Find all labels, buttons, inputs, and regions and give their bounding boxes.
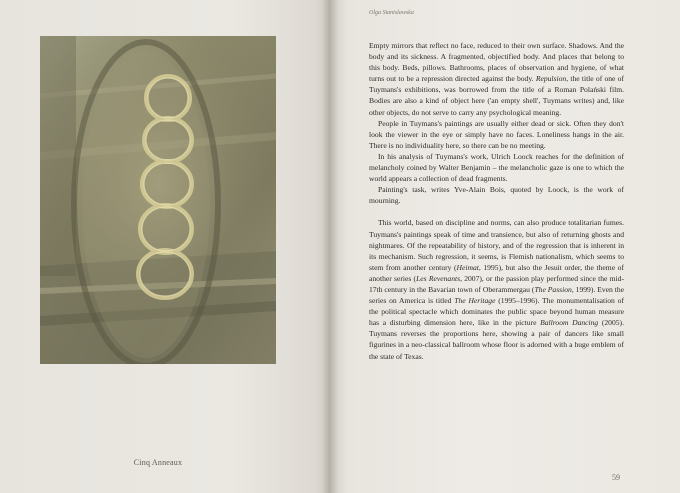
text-run: , 1995), but also the Jesuit order, the theme of another series ( [369,262,624,283]
text-run: , the title of one of Tuymans's exhibitions, was borrowed from the title of a Roman Polański film. Bodies are also a kind of object here ('an empty shell', Tuymans writes) and, like other objects, do not serve to carry any psychological meaning. [369,74,624,117]
paragraph [369,217,624,361]
book-gutter [322,0,338,493]
text-run: , 1999). Even the series on America is titled [369,284,624,306]
paragraph [369,184,624,206]
italic-title: The Heritage [454,296,496,306]
paragraph [369,118,624,151]
paragraph [369,151,624,184]
italic-title: Ballroom Dancing [540,318,599,328]
text-run: (2005). Tuymans reverses the proportions here, showing a pair of dancers like small figurines in a neo-classical ballroom whose floor is adorned with a huge emblem of the state of Texas. [369,318,624,361]
italic-title: Repulsion [535,74,567,84]
text-run: (1995–1996). The monumentalisation of the political spectacle which dominates the public space beyond human measure has a disturbing dimension here, like in the picture [369,296,624,328]
paragraph [369,40,624,118]
text-run: Painting's task, writes Yve-Alain Bois, quoted by Loock, is the work of mourning. [369,185,624,206]
painting-five-rings-icon [40,36,276,364]
italic-title: The Passion [534,284,572,294]
text-run: , 2007), or the passion play performed since the mid-17th century in the Bavarian town of Oberammergau ( [369,273,625,294]
italic-title: Heimat [456,262,479,272]
body-text [369,40,624,362]
left-page [0,0,330,493]
page-number: 59 [612,473,620,482]
running-head: Olga Stanislawska [369,10,414,16]
text-run: In his analysis of Tuymans's work, Ulrich Loock reaches for the definition of melancholy coined by Walter Benjamin – the melancholic gaze is one to which the world appears a collection of dead fragments. [369,151,624,184]
italic-title: Les Revenants [416,273,461,283]
text-run: Empty mirrors that reflect no face, reduced to their own surface. Shadows. And the body and its sickness. A fragmented, objectified body. And places that belong to this body. Beds, pillows. Bathrooms, places of observation and hygiene, of what turns out to be a repression directed against the body. [369,41,624,84]
text-run: People in Tuymans's paintings are usually either dead or sick. Often they don't look the viewer in the eye or simply have no faces. Loneliness hangs in the air. There is no individuality here, so there can be no meeting. [369,118,624,150]
text-run: This world, based on discipline and norms, can also produce totalitarian fumes. Tuymans's paintings speak of time and transience, but also of returning ghosts and nightmares. Of the repeatability of history, and of the regression that is inherent in its mechanism. Such regression, it seems, is Flemish nationalism, which seems to stem from another century ( [369,218,624,272]
figure-caption: Cinq Anneaux [133,458,183,467]
